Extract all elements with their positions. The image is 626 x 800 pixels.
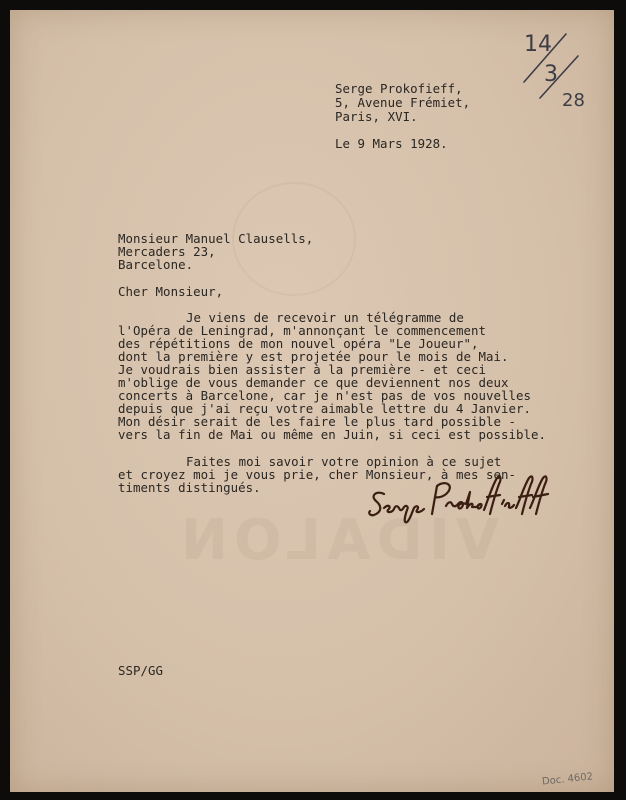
body-line: et croyez moi je vous prie, cher Monsieur, à mes sen-: [118, 467, 517, 482]
body-line: m'oblige de vous demander ce que deviennent nos deux: [118, 375, 509, 390]
doc-number-annotation: Doc. 4602: [541, 771, 594, 788]
watermark-text: VIDALON: [175, 508, 500, 573]
sender-name: Serge Prokofieff,: [335, 81, 463, 96]
body-line: timents distingués.: [118, 480, 261, 495]
body-line: Je voudrais bien assister à la première - et ceci: [118, 362, 486, 377]
body-line: Mon désir serait de les faire le plus tard possible -: [118, 414, 517, 429]
body-line: Faites moi savoir votre opinion à ce sujet: [186, 454, 502, 469]
letter-sheet: [10, 10, 614, 792]
body-line: vers la fin de Mai ou même en Juin, si ceci est possible.: [118, 427, 547, 442]
reference-initials: SSP/GG: [118, 663, 164, 678]
body-line: des répétitions de mon nouvel opéra "Le Joueur",: [118, 336, 479, 351]
body-line: concerts à Barcelone, car je n'est pas de vos nouvelles: [118, 388, 532, 403]
pencil-slash-marks: [518, 26, 588, 106]
sender-address-line2: Paris, XVI.: [335, 109, 418, 124]
body-line: dont la première y est projetée pour le mois de Mai.: [118, 349, 509, 364]
pencil-number-middle: 3: [544, 62, 558, 87]
recipient-city: Barcelone.: [118, 257, 194, 272]
sender-address-line1: 5, Avenue Frémiet,: [335, 95, 471, 110]
pencil-number-top: 14: [524, 32, 552, 57]
handwritten-signature: [366, 470, 552, 534]
body-line: l'Opéra de Leningrad, m'annonçant le commencement: [118, 323, 486, 338]
body-line: depuis que j'ai reçu votre aimable lettre du 4 Janvier.: [118, 401, 532, 416]
body-line: Je viens de recevoir un télégramme de: [186, 310, 464, 325]
pencil-number-bottom: 28: [562, 90, 585, 111]
salutation: Cher Monsieur,: [118, 284, 224, 299]
letter-date: Le 9 Mars 1928.: [335, 136, 448, 151]
recipient-name: Monsieur Manuel Clausells,: [118, 231, 314, 246]
recipient-street: Mercaders 23,: [118, 244, 216, 259]
